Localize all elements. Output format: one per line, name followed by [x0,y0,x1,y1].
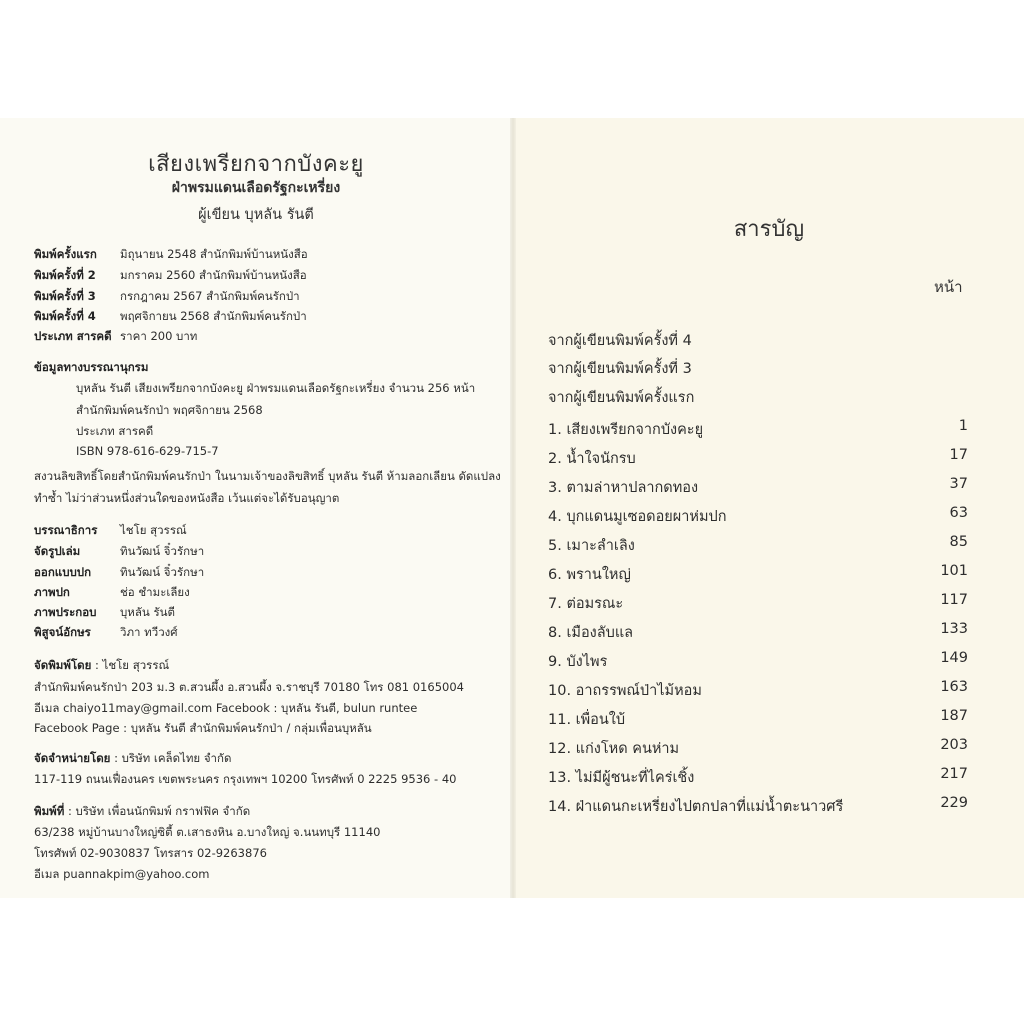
publisher-label: จัดพิมพ์โดย [34,658,92,672]
printer-phone: โทรศัพท์ 02-9030837 โทรสาร 02-9263876 [34,846,267,860]
distributor-heading [34,750,231,768]
toc-intro: จากผู้เขียนพิมพ์ครั้งที่ 3 [548,361,692,377]
toc-chapter-page: 101 [940,563,968,579]
toc-chapter-title: 3. ตามล่าหาปลากดทอง [548,480,699,496]
toc-chapter-page: 133 [940,621,968,637]
toc-row [548,679,968,703]
edition-label: พิมพ์ครั้งที่ 4 [34,309,96,323]
publisher-contact: อีเมล chaiyo11may@gmail.com Facebook : บุหลัน รันตี, bulun runtee [34,701,418,715]
book-author: ผู้เขียน บุหลัน รันตี [198,207,314,223]
toc-chapter-title: 8. เมืองลับแล [548,625,634,641]
toc-row [548,708,968,732]
credit-value: ไชโย สุวรรณ์ [120,523,187,537]
toc-chapter-title: 10. อาถรรพณ์ป่าไม้หอม [548,683,702,699]
publisher-address: สำนักพิมพ์คนรักป่า 203 ม.3 ต.สวนผึ้ง อ.สวนผึ้ง จ.ราชบุรี 70180 โทร 081 0165004 [34,680,464,694]
toc-row [548,418,968,442]
edition-value: ราคา 200 บาท [120,329,198,343]
toc-chapter-title: 4. บุกแดนมูเซอดอยผาห่มปก [548,509,727,525]
edition-label: พิมพ์ครั้งที่ 3 [34,289,96,303]
publisher-heading [34,657,169,675]
copyright-line: ทำซ้ำ ไม่ว่าส่วนหนึ่งส่วนใดของหนังสือ เว้นแต่จะได้รับอนุญาต [34,491,340,505]
credit-label: พิสูจน์อักษร [34,625,91,639]
toc-chapter-title: 6. พรานใหญ่ [548,567,631,583]
edition-value: กรกฎาคม 2567 สำนักพิมพ์คนรักป่า [120,289,300,303]
toc-chapter-page: 1 [958,418,968,434]
credit-label: ภาพประกอบ [34,605,97,619]
toc-chapter-page: 117 [940,592,968,608]
toc-chapter-title: 9. บังไพร [548,654,608,670]
credit-label: ภาพปก [34,585,70,599]
cataloging-line: สำนักพิมพ์คนรักป่า พฤศจิกายน 2568 [76,403,263,417]
toc-row [548,476,968,500]
toc-chapter-title: 7. ต่อมรณะ [548,596,624,612]
edition-value: พฤศจิกายน 2568 สำนักพิมพ์คนรักป่า [120,309,307,323]
copyright-line: สงวนลิขสิทธิ์โดยสำนักพิมพ์คนรักป่า ในนามเจ้าของลิขสิทธิ์ บุหลัน รันตี ห้ามลอกเลียน ดัดแปลง [34,469,501,483]
credit-label: จัดรูปเล่ม [34,544,81,558]
credit-value: ทินวัฒน์ จิ๋วรักษา [120,565,205,579]
edition-row [34,246,494,266]
toc-chapter-title: 2. น้ำใจนักรบ [548,451,636,467]
toc-chapter-page: 163 [940,679,968,695]
distributor-address: 117-119 ถนนเฟื่องนคร เขตพระนคร กรุงเทพฯ 10200 โทรศัพท์ 0 2225 9536 - 40 [34,772,457,786]
edition-row [34,308,494,328]
book-title: เสียงเพรียกจากบังคะยู [148,152,364,177]
printer-email: อีเมล puannakpim@yahoo.com [34,867,210,881]
toc-row [548,505,968,529]
credit-label: ออกแบบปก [34,565,92,579]
toc-chapter-page: 17 [949,447,968,463]
credit-value: ช่อ ชำมะเลียง [120,585,190,599]
toc-chapter-title: 13. ไม่มีผู้ชนะที่ไคร่เชิ้ง [548,770,695,786]
printer-heading [34,803,250,821]
book-subtitle: ฝ่าพรมแดนเลือดรัฐกะเหรี่ยง [171,180,341,196]
toc-row [548,795,968,819]
toc-chapter-title: 14. ฝ่าแดนกะเหรี่ยงไปตกปลาที่แม่น้ำตะนาวศรี [548,799,844,815]
publisher-name: : ไชโย สุวรรณ์ [91,658,170,672]
publisher-facebook: Facebook Page : บุหลัน รันตี สำนักพิมพ์คนรักป่า / กลุ่มเพื่อนบุหลัน [34,721,372,735]
toc-chapter-page: 217 [940,766,968,782]
isbn: ISBN 978-616-629-715-7 [76,444,219,458]
printer-address: 63/238 หมู่บ้านบางใหญ่ซิตี้ ต.เสาธงหิน อ.บางใหญ่ จ.นนทบุรี 11140 [34,825,381,839]
toc-chapter-page: 149 [940,650,968,666]
toc-chapter-page: 85 [949,534,968,550]
credit-value: ทินวัฒน์ จิ๋วรักษา [120,544,205,558]
credit-label: บรรณาธิการ [34,523,98,537]
edition-row [34,267,494,287]
edition-label: พิมพ์ครั้งแรก [34,247,97,261]
toc-row [548,592,968,616]
printer-name: : บริษัท เพื่อนนักพิมพ์ กราฟฟิค จำกัด [64,804,251,818]
edition-row [34,328,494,348]
toc-title: สารบัญ [733,217,805,242]
edition-value: มกราคม 2560 สำนักพิมพ์บ้านหนังสือ [120,268,307,282]
toc-chapter-title: 12. แก่งโหด คนห่าม [548,741,680,757]
toc-chapter-page: 229 [940,795,968,811]
toc-page-header: หน้า [934,278,963,296]
cataloging-heading: ข้อมูลทางบรรณานุกรม [34,360,149,374]
distributor-label: จัดจำหน่ายโดย [34,751,111,765]
toc-chapter-page: 187 [940,708,968,724]
printer-label: พิมพ์ที่ [34,804,65,818]
edition-label: ประเภท สารคดี [34,329,112,343]
toc-row [548,447,968,471]
credit-value: วิภา ทวีวงศ์ [120,625,178,639]
toc-chapter-title: 11. เพื่อนใบ้ [548,712,626,728]
edition-value: มิถุนายน 2548 สำนักพิมพ์บ้านหนังสือ [120,247,308,261]
edition-row [34,288,494,308]
credit-value: บุหลัน รันตี [120,605,175,619]
toc-row [548,621,968,645]
toc-intro: จากผู้เขียนพิมพ์ครั้งที่ 4 [548,333,692,349]
cataloging-line: ประเภท สารคดี [76,424,154,438]
cataloging-line: บุหลัน รันตี เสียงเพรียกจากบังคะยู ฝ่าพรมแดนเลือดรัฐกะเหรี่ยง จำนวน 256 หน้า [76,381,476,395]
toc-chapter-page: 37 [949,476,968,492]
toc-row [548,534,968,558]
toc-row [548,563,968,587]
distributor-name: : บริษัท เคล็ดไทย จำกัด [110,751,232,765]
toc-chapter-page: 203 [940,737,968,753]
toc-chapter-page: 63 [949,505,968,521]
toc-row [548,737,968,761]
edition-label: พิมพ์ครั้งที่ 2 [34,268,96,282]
toc-intro: จากผู้เขียนพิมพ์ครั้งแรก [548,390,695,406]
toc-row [548,766,968,790]
toc-chapter-title: 1. เสียงเพรียกจากบังคะยู [548,422,704,438]
toc-row [548,650,968,674]
toc-chapter-title: 5. เมาะลำเลิง [548,538,635,554]
